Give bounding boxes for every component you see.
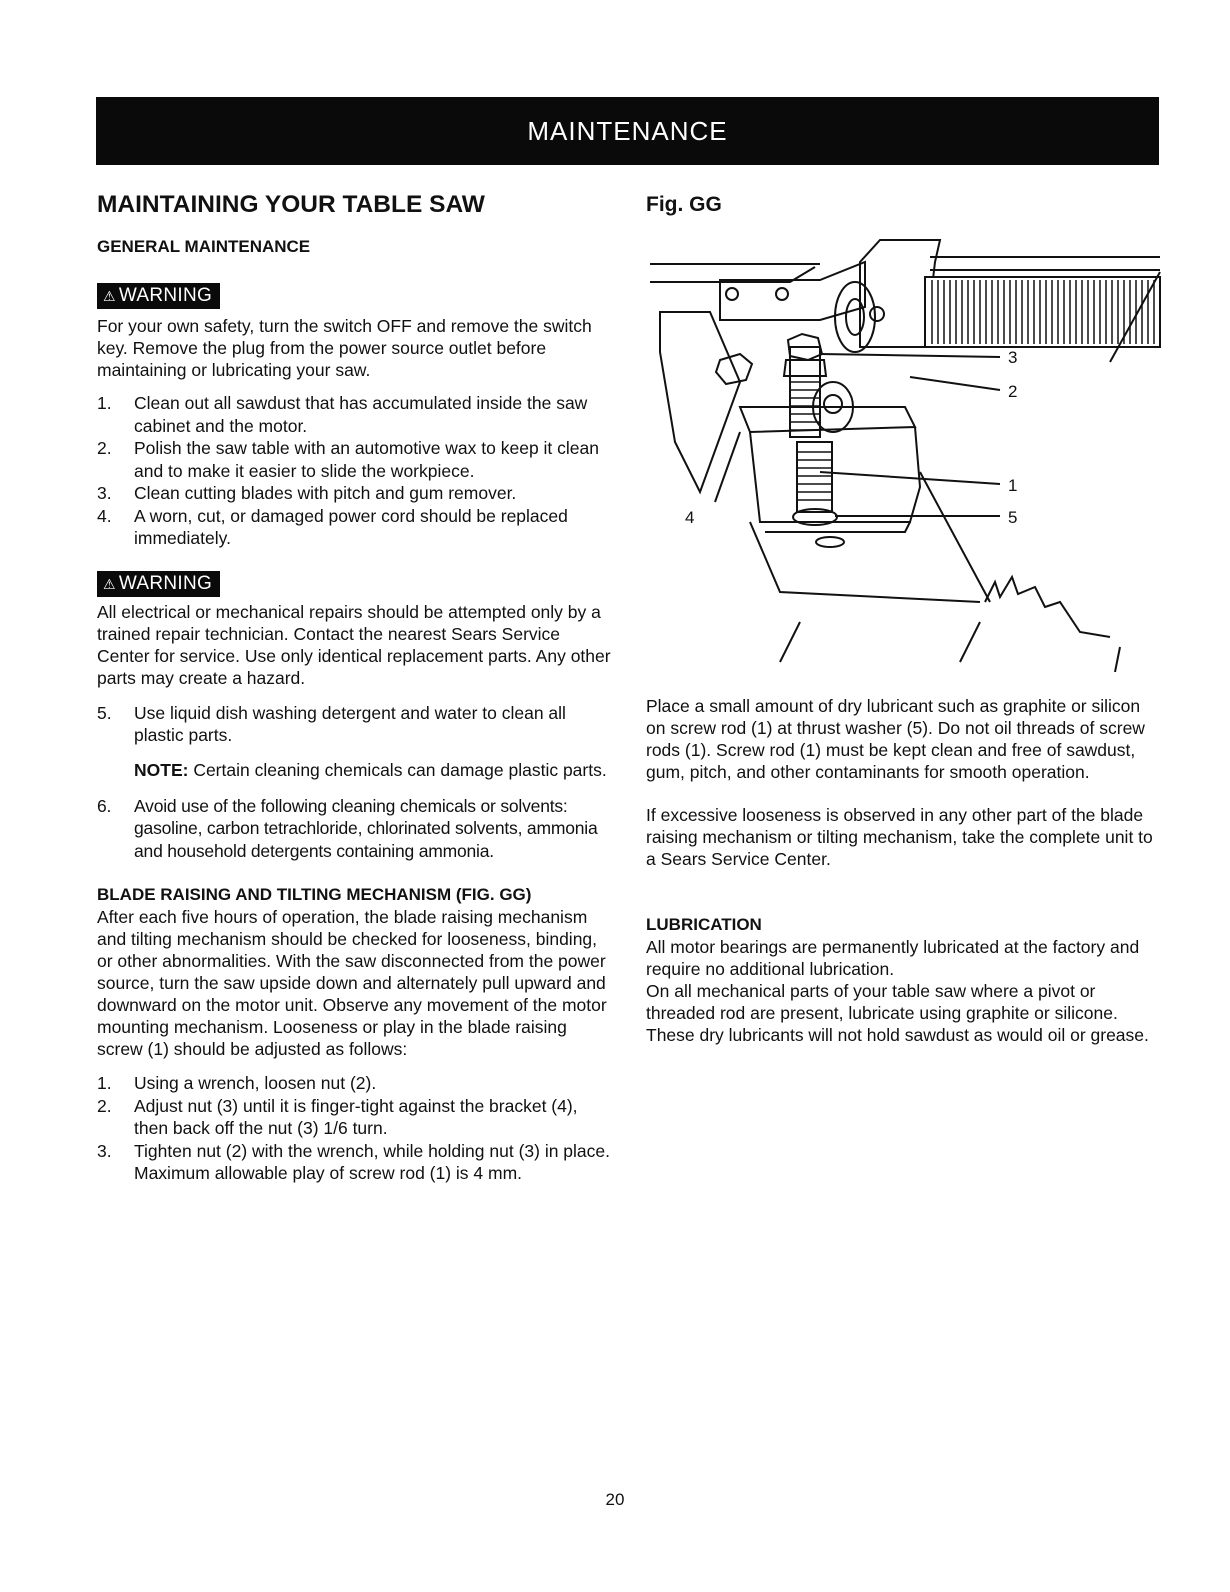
section-banner bbox=[96, 97, 1159, 165]
fig-top-bracket bbox=[720, 262, 865, 320]
fig-line bbox=[780, 622, 800, 662]
callout-leader-2 bbox=[910, 377, 1000, 390]
list-item: 1. Clean out all sawdust that has accumulated inside the saw cabinet and the motor. bbox=[97, 393, 588, 436]
fig-pivot-screw bbox=[870, 307, 884, 321]
fig-lower-threads bbox=[797, 452, 832, 500]
fig-blade-teeth bbox=[985, 577, 1110, 637]
lubricant-note: Place a small amount of dry lubricant such as graphite or silicon on screw rod (1) at thrust washer (5). Do not oil threads of screw rods (1). Screw rod (1) must be kept clean and free of sawdust, gum, pitch, and other contaminants for smooth operation. bbox=[646, 696, 1145, 782]
callout-leader-3 bbox=[820, 354, 1000, 357]
list-item: 2. Adjust nut (3) until it is finger-tight against the bracket (4), then back off the nut (3) 1/6 turn. bbox=[97, 1095, 578, 1138]
page-title: MAINTAINING YOUR TABLE SAW bbox=[97, 191, 485, 218]
chemicals-steps-list bbox=[97, 795, 612, 863]
list-item: 4. A worn, cut, or damaged power cord should be replaced immediately. bbox=[97, 505, 568, 548]
callout-2: 2 bbox=[1008, 382, 1018, 401]
looseness-note: If excessive looseness is observed in any other part of the blade raising mechanism or tilting mechanism, take the complete unit to a Sears Service Center. bbox=[646, 805, 1153, 869]
warning-label: WARNING bbox=[118, 285, 213, 306]
right-column bbox=[646, 190, 1161, 220]
fig-hole bbox=[726, 288, 738, 300]
fig-pivot-outer bbox=[835, 282, 875, 352]
warning-triangle-icon: ⚠ bbox=[103, 575, 116, 592]
warning-triangle-icon: ⚠ bbox=[103, 288, 116, 304]
cleaning-steps-list bbox=[97, 702, 612, 747]
note bbox=[97, 759, 612, 781]
warning-text-2: All electrical or mechanical repairs should be attempted only by a trained repair technician. Contact the nearest Sears Service Center for service. Use only identical replacement parts. Any other parts may create a hazard. bbox=[97, 601, 611, 688]
general-maintenance-heading: GENERAL MAINTENANCE bbox=[97, 237, 311, 256]
left-column bbox=[97, 190, 612, 1185]
fig-motor-bracket bbox=[750, 427, 920, 522]
fig-line bbox=[1115, 647, 1120, 672]
warning-label: WARNING bbox=[118, 572, 213, 594]
callout-3: 3 bbox=[1008, 348, 1018, 367]
warning-badge bbox=[97, 571, 220, 597]
list-item: 6. Avoid use of the following cleaning chemicals or solvents: gasoline, carbon tetrachloride, chlorinated solvents, ammonia and household detergents containing ammonia. bbox=[97, 795, 598, 861]
fig-washer-small bbox=[816, 537, 844, 547]
adjustment-steps-list bbox=[97, 1072, 612, 1185]
fig-line bbox=[960, 622, 980, 662]
general-steps-list bbox=[97, 392, 612, 550]
page-number: 20 bbox=[605, 1490, 625, 1509]
warning-badge bbox=[97, 283, 220, 309]
figure-label: Fig. GG bbox=[646, 193, 722, 216]
fig-line bbox=[920, 472, 990, 602]
fig-motor-housing bbox=[750, 522, 980, 602]
blade-mechanism-text: After each five hours of operation, the blade raising mechanism and tilting mechanism should be checked for looseness, binding, or other abnormalities. With the saw disconnected from the power source, turn the saw upside down and alternately pull upward and downward on the motor unit. Observe any movement of the motor mounting mechanism. Looseness or play in the blade raising screw (1) should be adjusted as follows: bbox=[97, 907, 607, 1059]
figure-gg-diagram bbox=[640, 232, 1170, 672]
right-text-block bbox=[646, 695, 1161, 1046]
lubrication-text-2: On all mechanical parts of your table saw where a pivot or threaded rod are present, lubricate using graphite or silicone. These dry lubricants will not hold sawdust as would oil or grease. bbox=[646, 981, 1149, 1045]
callout-1: 1 bbox=[1008, 476, 1018, 495]
note-label: NOTE: bbox=[134, 759, 189, 780]
fig-coupling-bolt bbox=[824, 395, 842, 413]
fig-line bbox=[765, 522, 910, 532]
note-text: Certain cleaning chemicals can damage plastic parts. bbox=[188, 759, 607, 780]
callout-4: 4 bbox=[685, 508, 695, 527]
list-item: 3. Tighten nut (2) with the wrench, while holding nut (3) in place. Maximum allowable play of screw rod (1) is 4 mm. bbox=[97, 1140, 610, 1183]
list-item: 5. Use liquid dish washing detergent and water to clean all plastic parts. bbox=[97, 702, 566, 745]
list-item: 2. Polish the saw table with an automotive wax to keep it clean and to make it easier to slide the workpiece. bbox=[97, 438, 599, 481]
callout-5: 5 bbox=[1008, 508, 1018, 527]
list-item: 1. Using a wrench, loosen nut (2). bbox=[97, 1073, 377, 1093]
banner-title: MAINTENANCE bbox=[527, 115, 728, 146]
fig-hole bbox=[776, 288, 788, 300]
lubrication-heading: LUBRICATION bbox=[646, 915, 762, 934]
blade-mechanism-heading: BLADE RAISING AND TILTING MECHANISM (FIG. GG) bbox=[97, 885, 532, 904]
fig-pivot-inner bbox=[846, 299, 864, 335]
callout-leader-1 bbox=[820, 472, 1000, 484]
warning-text-1: For your own safety, turn the switch OFF and remove the switch key. Remove the plug from the power source outlet before maintaining or lubricating your saw. bbox=[97, 316, 592, 380]
lubrication-text-1: All motor bearings are permanently lubricated at the factory and require no additional lubrication. bbox=[646, 937, 1140, 979]
list-item: 3. Clean cutting blades with pitch and gum remover. bbox=[97, 483, 517, 503]
